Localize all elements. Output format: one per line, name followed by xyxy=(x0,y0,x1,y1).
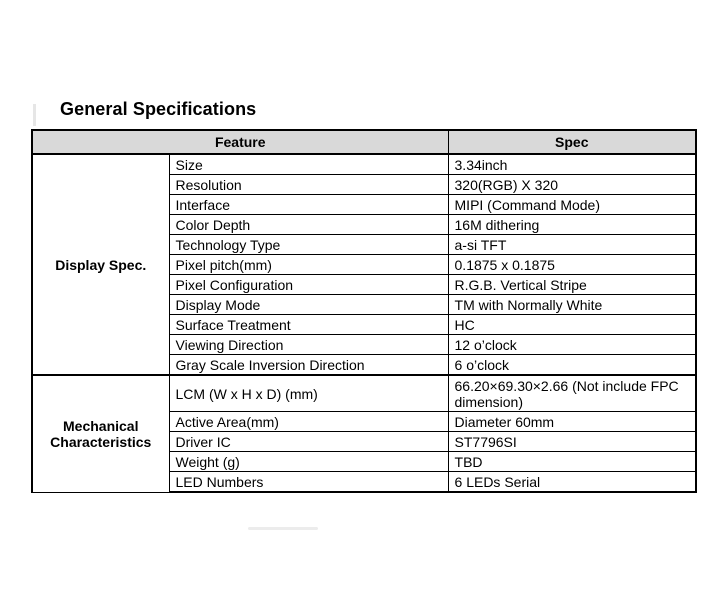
feature-cell: Display Mode xyxy=(169,295,448,315)
table-row xyxy=(32,375,696,412)
spec-cell: R.G.B. Vertical Stripe xyxy=(448,275,696,295)
feature-cell: Resolution xyxy=(169,175,448,195)
group-label-display: Display Spec. xyxy=(32,154,169,375)
spec-cell: Diameter 60mm xyxy=(448,412,696,432)
spec-cell: 6 o’clock xyxy=(448,355,696,376)
feature-cell: Pixel Configuration xyxy=(169,275,448,295)
spec-cell: 3.34inch xyxy=(448,154,696,175)
feature-cell: Active Area(mm) xyxy=(169,412,448,432)
spec-cell: TBD xyxy=(448,452,696,472)
scan-smudge xyxy=(248,527,318,530)
spec-cell: ST7796SI xyxy=(448,432,696,452)
feature-cell: Color Depth xyxy=(169,215,448,235)
header-spec: Spec xyxy=(448,130,696,154)
group-label-mechanical: Mechanical Characteristics xyxy=(32,375,169,492)
feature-cell: Technology Type xyxy=(169,235,448,255)
header-feature: Feature xyxy=(32,130,448,154)
feature-cell: Gray Scale Inversion Direction xyxy=(169,355,448,376)
feature-cell: Driver IC xyxy=(169,432,448,452)
spec-cell: TM with Normally White xyxy=(448,295,696,315)
spec-cell: 320(RGB) X 320 xyxy=(448,175,696,195)
spec-cell: a-si TFT xyxy=(448,235,696,255)
spec-cell: MIPI (Command Mode) xyxy=(448,195,696,215)
feature-cell: Surface Treatment xyxy=(169,315,448,335)
spec-cell: 12 o’clock xyxy=(448,335,696,355)
feature-cell: Pixel pitch(mm) xyxy=(169,255,448,275)
spec-cell: HC xyxy=(448,315,696,335)
spec-cell: 6 LEDs Serial xyxy=(448,472,696,493)
page-title: General Specifications xyxy=(60,99,257,119)
feature-cell: Interface xyxy=(169,195,448,215)
title-marker xyxy=(33,104,36,126)
spec-cell: 66.20×69.30×2.66 (Not include FPC dimension) xyxy=(448,375,696,412)
feature-cell: Size xyxy=(169,154,448,175)
spec-table xyxy=(31,129,697,493)
table-row xyxy=(32,154,696,175)
feature-cell: LCM (W x H x D) (mm) xyxy=(169,375,448,412)
feature-cell: Weight (g) xyxy=(169,452,448,472)
spec-cell: 16M dithering xyxy=(448,215,696,235)
feature-cell: LED Numbers xyxy=(169,472,448,493)
table-header-row xyxy=(32,130,696,154)
spec-cell: 0.1875 x 0.1875 xyxy=(448,255,696,275)
feature-cell: Viewing Direction xyxy=(169,335,448,355)
